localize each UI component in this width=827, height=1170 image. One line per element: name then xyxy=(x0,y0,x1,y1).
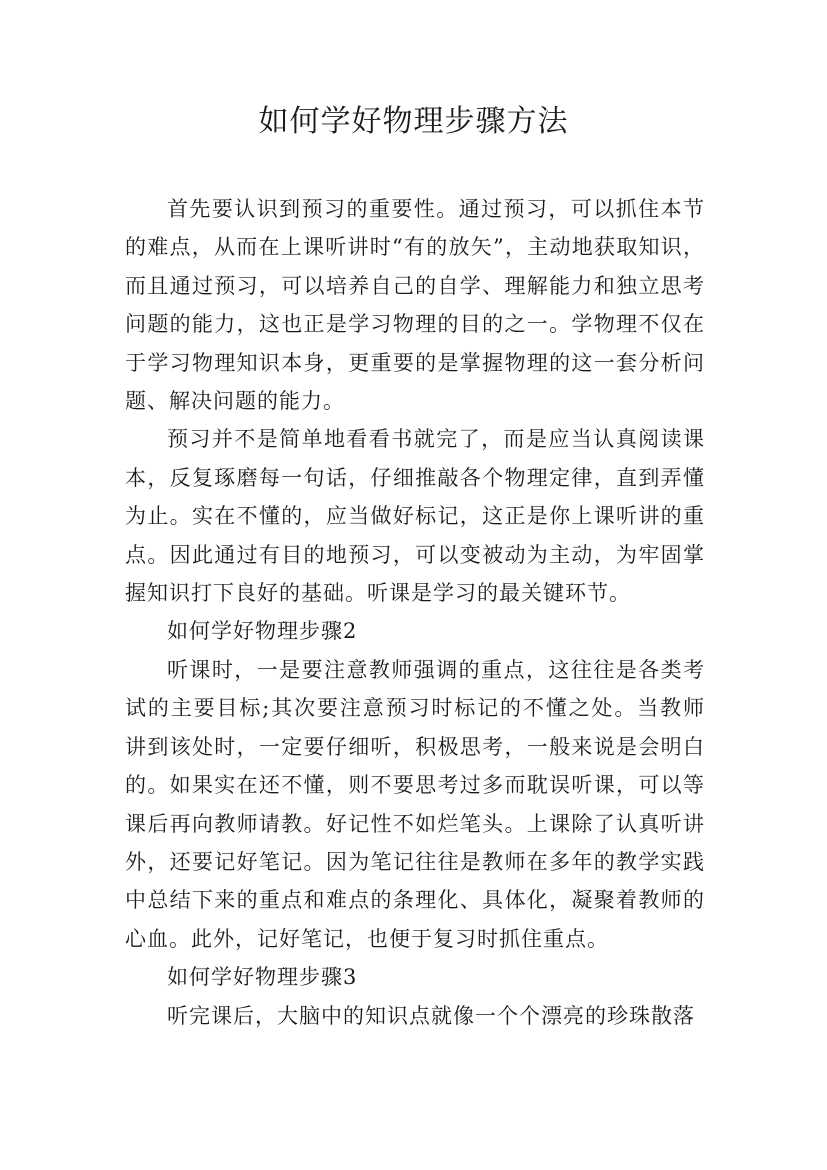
section-heading-step-3: 如何学好物理步骤3 xyxy=(167,965,358,990)
document-title: 如何学好物理步骤方法 xyxy=(258,104,569,139)
document-body xyxy=(125,190,705,1035)
section-heading-step-2: 如何学好物理步骤2 xyxy=(167,619,358,644)
paragraph-preview-method: 预习并不是简单地看看书就完了，而是应当认真阅读课本，反复琢磨每一句话，仔细推敲各个物理定律，直到弄懂为止。实在不懂的，应当做好标记，这正是你上课听讲的重点。因此通过有目的地预习，可以变被动为主动，为牢固掌握知识打下良好的基础。听课是学习的最关键环节。 xyxy=(125,427,705,606)
paragraph-after-class: 听完课后，大脑中的知识点就像一个个漂亮的珍珠散落 xyxy=(167,1003,695,1028)
paragraph-listening-in-class: 听课时，一是要注意教师强调的重点，这往往是各类考试的主要目标;其次要注意预习时标记的不懂之处。当教师讲到该处时，一定要仔细听，积极思考，一般来说是会明白的。如果实在还不懂，则不要思考过多而耽误听课，可以等课后再向教师请教。好记性不如烂笔头。上课除了认真听讲外，还要记好笔记。因为笔记往往是教师在多年的教学实践中总结下来的重点和难点的条理化、具体化，凝聚着教师的心血。此外，记好笔记，也便于复习时抓住重点。 xyxy=(125,657,705,951)
paragraph-preview-importance: 首先要认识到预习的重要性。通过预习，可以抓住本节的难点，从而在上课听讲时“有的放矢”，主动地获取知识，而且通过预习，可以培养自己的自学、理解能力和独立思考问题的能力，这也正是学习物理的目的之一。学物理不仅在于学习物理知识本身，更重要的是掌握物理的这一套分析问题、解决问题的能力。 xyxy=(125,197,705,414)
